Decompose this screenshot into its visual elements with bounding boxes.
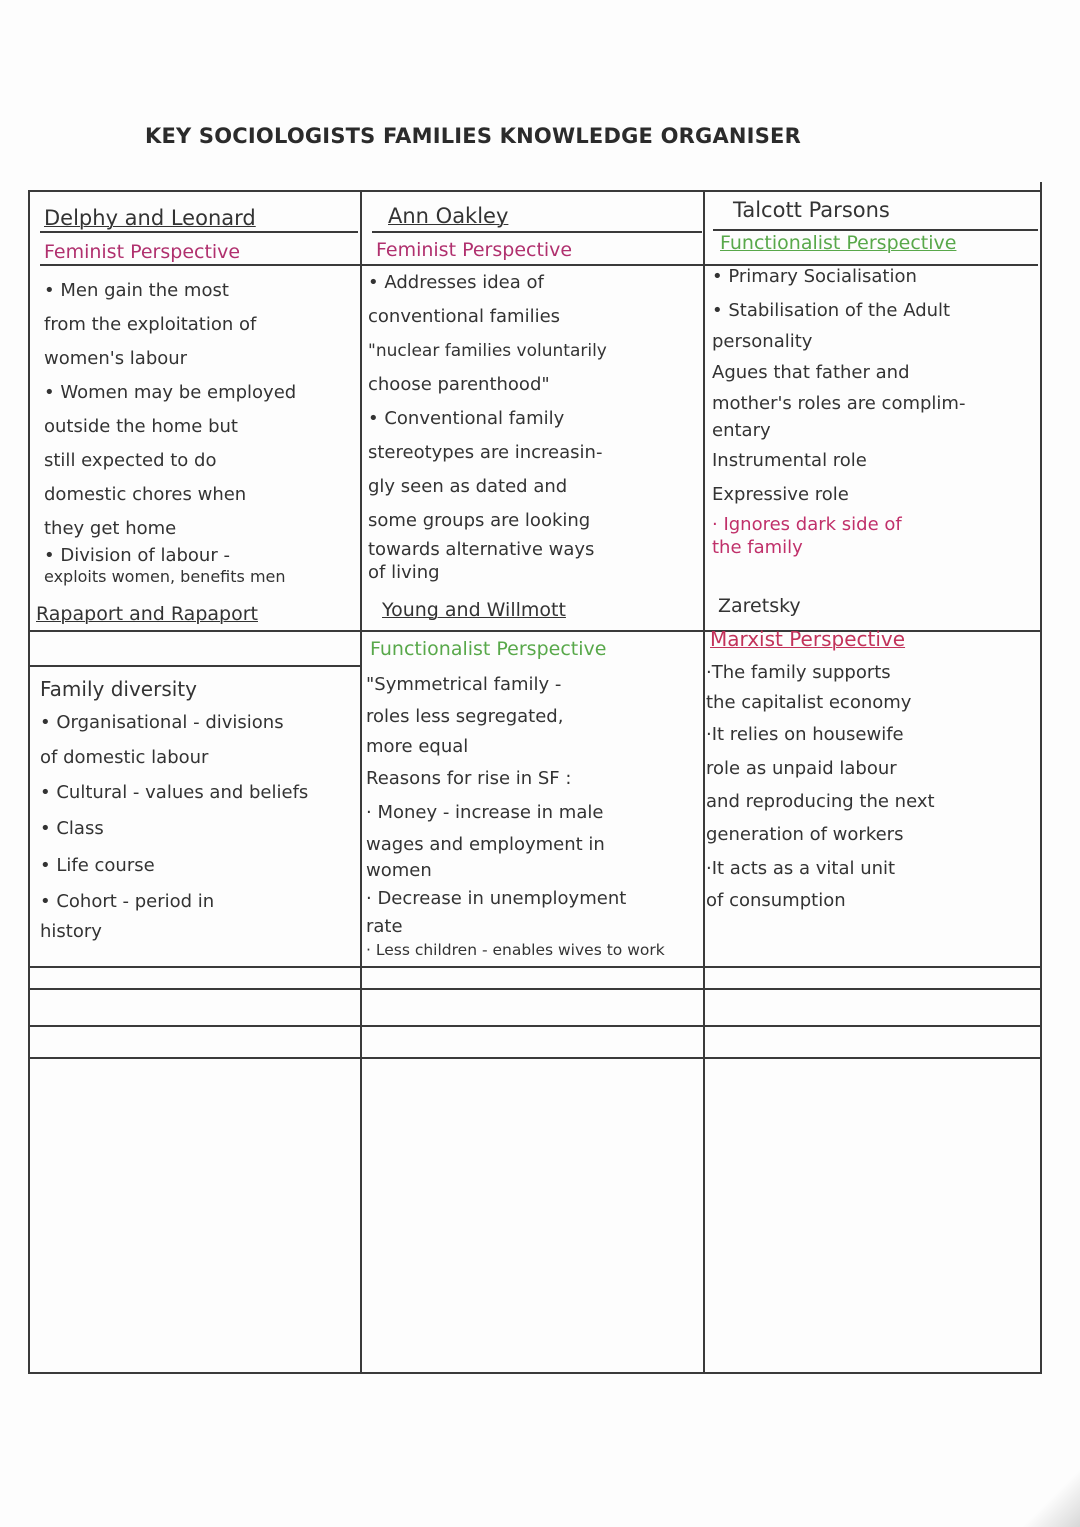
row-divider-5 xyxy=(28,1057,1042,1059)
note-line: • Women may be employed xyxy=(44,382,297,403)
notes-rapaport xyxy=(40,672,308,944)
sociologist-name: Talcott Parsons xyxy=(733,198,890,222)
note-line: more equal xyxy=(366,736,469,757)
note-line: • Life course xyxy=(40,855,155,876)
note-line: gly seen as dated and xyxy=(368,476,568,497)
notes-ann-oakley xyxy=(368,266,607,584)
note-line: of domestic labour xyxy=(40,747,209,768)
row-divider-2 xyxy=(28,966,1042,968)
note-line: wages and employment in xyxy=(366,834,605,855)
sociologist-name: Rapaport and Rapaport xyxy=(36,603,258,625)
sociologist-name: Ann Oakley xyxy=(388,204,509,228)
sociologist-name: Zaretsky xyxy=(718,595,801,617)
note-line: the family xyxy=(712,537,803,558)
note-line: Expressive role xyxy=(712,484,849,505)
note-line: "nuclear families voluntarily xyxy=(368,341,607,361)
note-line: mother's roles are complim- xyxy=(712,393,966,414)
note-line: • Men gain the most xyxy=(44,280,229,301)
note-line: the capitalist economy xyxy=(706,692,912,713)
note-line: outside the home but xyxy=(44,416,238,437)
note-line: history xyxy=(40,921,102,942)
note-line: role as unpaid labour xyxy=(706,758,897,779)
note-line: · Decrease in unemployment xyxy=(366,888,627,909)
perspective-cell xyxy=(370,638,606,660)
cell-zaretsky xyxy=(718,594,801,618)
sociologist-name: Delphy and Leonard xyxy=(44,206,256,230)
page-title: KEY SOCIOLOGISTS FAMILIES KNOWLEDGE ORGANISER xyxy=(145,124,801,148)
cell-rapaport xyxy=(36,602,258,626)
cell-delphy-leonard xyxy=(44,206,256,230)
note-line: • Cohort - period in xyxy=(40,891,215,912)
note-line: some groups are looking xyxy=(368,510,591,531)
note-line: • Primary Socialisation xyxy=(712,266,917,287)
note-line: · Money - increase in male xyxy=(366,802,604,823)
note-line: • Class xyxy=(40,818,104,839)
perspective-label: Feminist Perspective xyxy=(376,239,573,261)
column-divider-1 xyxy=(360,190,362,1373)
note-line: of living xyxy=(368,562,440,583)
cell-ann-oakley xyxy=(388,204,508,228)
table-border-left xyxy=(28,190,30,1373)
note-line: exploits women, benefits men xyxy=(44,567,286,586)
note-line: Agues that father and xyxy=(712,362,910,383)
perspective-label: Feminist Perspective xyxy=(44,241,241,263)
notes-talcott-parsons xyxy=(712,260,965,558)
row1-header-divider-col1 xyxy=(40,231,358,233)
row2-header-divider xyxy=(28,665,362,667)
note-line: generation of workers xyxy=(706,824,904,845)
note-line: women xyxy=(366,860,432,881)
note-line: towards alternative ways xyxy=(368,539,595,560)
cell-young-willmott xyxy=(382,598,566,622)
perspective-cell xyxy=(710,628,905,650)
notes-delphy-leonard xyxy=(44,274,296,588)
note-line: • Organisational - divisions xyxy=(40,712,284,733)
note-line: still expected to do xyxy=(44,450,217,471)
sociologist-name: Young and Willmott xyxy=(382,599,566,621)
note-line: · Ignores dark side of xyxy=(712,514,902,535)
note-line: "Symmetrical family - xyxy=(366,674,562,695)
note-line: personality xyxy=(712,331,813,352)
note-line: stereotypes are increasin- xyxy=(368,442,603,463)
note-line: entary xyxy=(712,420,771,441)
note-line: • Cultural - values and beliefs xyxy=(40,782,309,803)
perspective-cell xyxy=(44,241,240,263)
table-border-top xyxy=(28,190,1042,192)
note-line: conventional families xyxy=(368,306,561,327)
note-line: Instrumental role xyxy=(712,450,867,471)
notes-zaretsky xyxy=(706,658,935,916)
table-border-right xyxy=(1040,182,1042,1373)
notes-young-willmott xyxy=(366,668,665,962)
note-line: of consumption xyxy=(706,890,846,911)
perspective-label: Functionalist Perspective xyxy=(370,638,607,660)
row1-header-divider-col3 xyxy=(713,229,1038,231)
note-line: • Stabilisation of the Adult xyxy=(712,300,951,321)
note-line: from the exploitation of xyxy=(44,314,257,335)
note-line: they get home xyxy=(44,518,177,539)
note-line: women's labour xyxy=(44,348,188,369)
note-line: rate xyxy=(366,916,403,937)
note-line: • Division of labour - xyxy=(44,545,230,566)
note-line: ·It acts as a vital unit xyxy=(706,858,896,879)
row1-header-divider-col2 xyxy=(372,231,702,233)
perspective-label: Functionalist Perspective xyxy=(720,232,957,254)
cell-talcott-parsons xyxy=(733,198,890,222)
column-divider-2 xyxy=(703,190,705,1373)
note-line: choose parenthood" xyxy=(368,374,550,395)
table-border-bottom xyxy=(28,1372,1042,1374)
note-line: · Less children - enables wives to work xyxy=(366,941,665,959)
note-line: Family diversity xyxy=(40,677,197,701)
perspective-label: Marxist Perspective xyxy=(710,627,906,651)
note-line: domestic chores when xyxy=(44,484,247,505)
note-line: ·The family supports xyxy=(706,662,891,683)
note-line: Reasons for rise in SF : xyxy=(366,768,572,789)
row-divider-4 xyxy=(28,1025,1042,1027)
row-divider-3 xyxy=(28,988,1042,990)
note-line: • Addresses idea of xyxy=(368,272,544,293)
note-line: • Conventional family xyxy=(368,408,565,429)
note-line: and reproducing the next xyxy=(706,791,935,812)
perspective-cell xyxy=(720,232,956,254)
page-curl-shadow xyxy=(1020,1457,1080,1527)
note-line: ·It relies on housewife xyxy=(706,724,904,745)
perspective-cell xyxy=(376,239,572,261)
note-line: roles less segregated, xyxy=(366,706,564,727)
